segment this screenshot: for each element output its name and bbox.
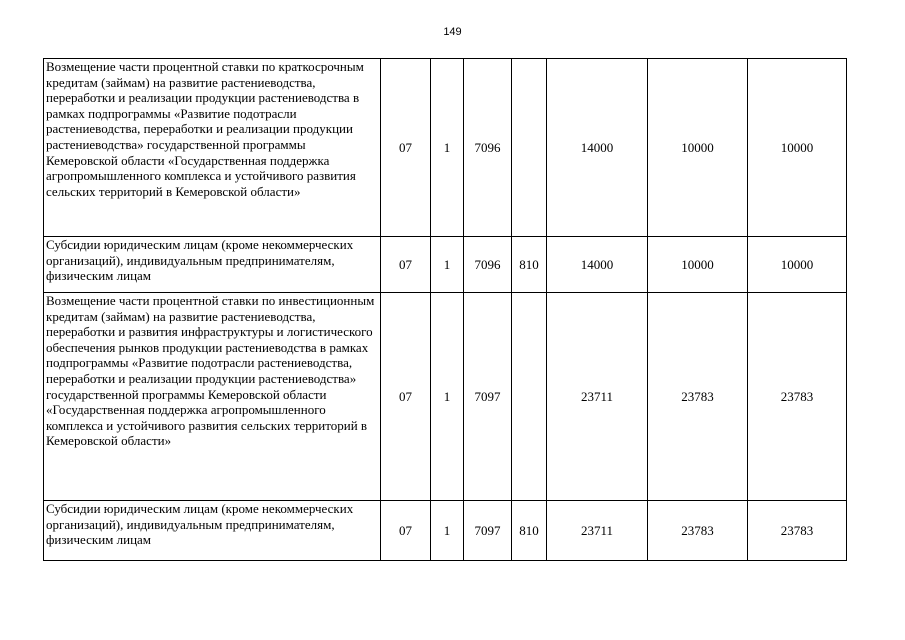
table-row <box>44 237 847 293</box>
page-number: 149 <box>443 26 462 38</box>
row-description: Возмещение части процентной ставки по инвестиционным кредитам (займам) на развитие растениеводства, переработки и развития инфраструктуры и логистического обеспечения рынков продукции растениеводства в рамках подпрограммы «Развитие подотрасли растениеводства, переработки и реализации продукции растениеводства» государственной программы Кемеровской области «Государственная поддержка агропромышленного комплекса и устойчивого развития сельских территорий в Кемеровской области» <box>44 293 381 501</box>
amount-year-3: 10000 <box>748 59 847 237</box>
row-description: Возмещение части процентной ставки по краткосрочным кредитам (займам) на развитие растениеводства, переработки и реализации продукции растениеводства в рамках подпрограммы «Развитие подотрасли растениеводства, переработки и реализации продукции растениеводства» государственной программы Кемеровской области «Государственная поддержка агропромышленного комплекса и устойчивого развития сельских территорий в Кемеровской области» <box>44 59 381 237</box>
subsection-code: 1 <box>431 293 464 501</box>
subsection-code: 1 <box>431 237 464 293</box>
amount-year-1: 14000 <box>547 237 648 293</box>
amount-year-3: 23783 <box>748 501 847 561</box>
article-code: 7097 <box>464 293 512 501</box>
section-code: 07 <box>381 237 431 293</box>
amount-year-2: 23783 <box>648 293 748 501</box>
amount-year-2: 23783 <box>648 501 748 561</box>
amount-year-1: 14000 <box>547 59 648 237</box>
subsection-code: 1 <box>431 59 464 237</box>
section-code: 07 <box>381 501 431 561</box>
budget-table <box>43 58 847 561</box>
section-code: 07 <box>381 293 431 501</box>
row-description: Субсидии юридическим лицам (кроме некоммерческих организаций), индивидуальным предпринимателям, физическим лицам <box>44 237 381 293</box>
row-description: Субсидии юридическим лицам (кроме некоммерческих организаций), индивидуальным предпринимателям, физическим лицам <box>44 501 381 561</box>
expense-type-code: 810 <box>512 501 547 561</box>
table-row <box>44 59 847 237</box>
article-code: 7097 <box>464 501 512 561</box>
amount-year-3: 10000 <box>748 237 847 293</box>
amount-year-3: 23783 <box>748 293 847 501</box>
article-code: 7096 <box>464 237 512 293</box>
amount-year-1: 23711 <box>547 293 648 501</box>
expense-type-code: 810 <box>512 237 547 293</box>
section-code: 07 <box>381 59 431 237</box>
subsection-code: 1 <box>431 501 464 561</box>
table-row <box>44 501 847 561</box>
expense-type-code <box>512 293 547 501</box>
amount-year-2: 10000 <box>648 59 748 237</box>
table-row <box>44 293 847 501</box>
expense-type-code <box>512 59 547 237</box>
amount-year-1: 23711 <box>547 501 648 561</box>
amount-year-2: 10000 <box>648 237 748 293</box>
article-code: 7096 <box>464 59 512 237</box>
